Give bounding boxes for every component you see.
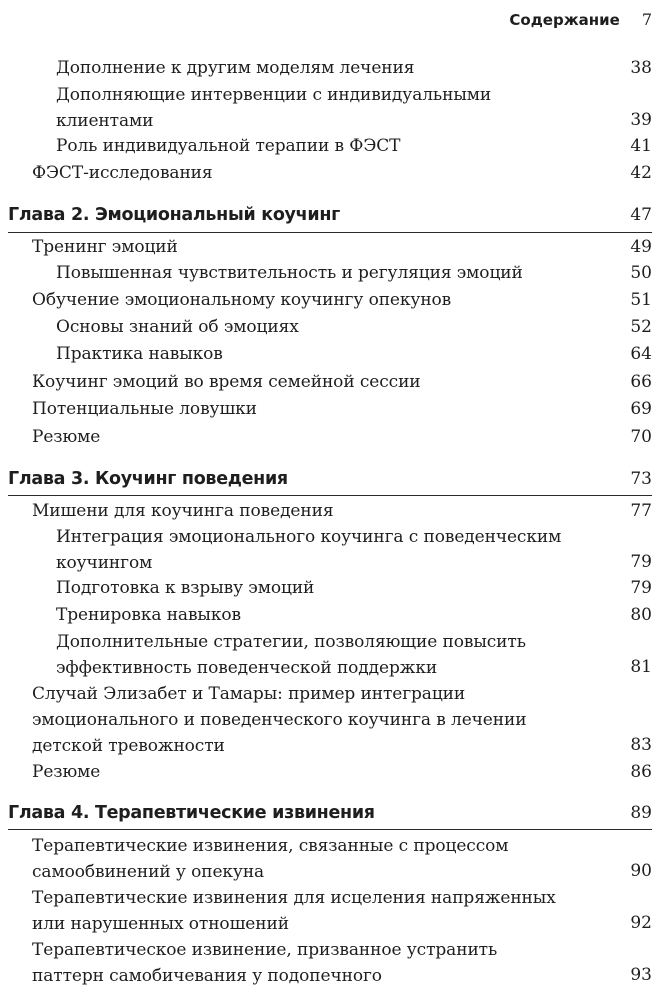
page-ref: 64: [630, 344, 652, 364]
chapter-divider: [8, 495, 652, 496]
page-ref: 81: [630, 657, 652, 677]
section-title: Практика навыков: [56, 344, 223, 364]
chapter-divider: [8, 829, 652, 830]
page-ref: 51: [630, 290, 652, 310]
chapter-title: Глава 2. Эмоциональный коучинг: [8, 205, 340, 225]
section-title: Дополнение к другим моделям лечения: [56, 58, 415, 78]
page-ref: 47: [630, 205, 652, 225]
section-title: Резюме: [32, 427, 101, 447]
section-title: Тренинг эмоций: [32, 237, 178, 257]
page-ref: 69: [630, 399, 652, 419]
page-ref: 83: [630, 735, 652, 755]
page-ref: 70: [630, 427, 652, 447]
section-title: Коучинг эмоций во время семейной сессии: [32, 372, 421, 392]
chapter-title: Глава 4. Терапевтические извинения: [8, 803, 375, 823]
section-title: Дополнительные стратегии, позволяющие повысить эффективность поведенческой поддержки: [56, 632, 526, 678]
section-title: Терапевтическое извинение, призванное устранить паттерн самобичевания у подопечного: [32, 940, 498, 986]
running-header: [509, 10, 652, 29]
section-title: Тренировка навыков: [56, 605, 241, 625]
page-ref: 90: [630, 861, 652, 881]
section-title: ФЭСТ-исследования: [32, 163, 213, 183]
page-ref: 77: [630, 501, 652, 521]
page-ref: 86: [630, 762, 652, 782]
page-ref: 38: [630, 58, 652, 78]
page-ref: 41: [630, 136, 652, 156]
page-ref: 93: [630, 965, 652, 985]
page-ref: 52: [630, 317, 652, 337]
page-ref: 80: [630, 605, 652, 625]
section-title: Основы знаний об эмоциях: [56, 317, 299, 337]
section-title: Дополняющие интервенции с индивидуальными клиентами: [56, 85, 492, 131]
chapter-title: Глава 3. Коучинг поведения: [8, 469, 288, 489]
page-ref: 49: [630, 237, 652, 257]
page-ref: 79: [630, 552, 652, 572]
section-title: Резюме: [32, 762, 101, 782]
page-ref: 39: [630, 110, 652, 130]
section-title: Повышенная чувствительность и регуляция эмоций: [56, 263, 523, 283]
page-ref: 66: [630, 372, 652, 392]
page-ref: 89: [630, 803, 652, 823]
page-ref: 42: [630, 163, 652, 183]
page-ref: 92: [630, 913, 652, 933]
section-title: Терапевтические извинения для исцеления напряженных или нарушенных отношений: [32, 888, 556, 934]
section-title: Потенциальные ловушки: [32, 399, 257, 419]
section-title: Подготовка к взрыву эмоций: [56, 578, 315, 598]
chapter-divider: [8, 232, 652, 233]
section-title: Мишени для коучинга поведения: [32, 501, 334, 521]
section-title: Интеграция эмоционального коучинга с поведенческим коучингом: [56, 527, 562, 573]
section-title: Обучение эмоциональному коучингу опекунов: [32, 290, 452, 310]
section-title: Роль индивидуальной терапии в ФЭСТ: [56, 136, 401, 156]
page-ref: 50: [630, 263, 652, 283]
section-title: Случай Элизабет и Тамары: пример интеграции эмоционального и поведенческого коучинга в лечении детской тревожности: [32, 684, 527, 756]
section-title: Терапевтические извинения, связанные с процессом самообвинений у опекуна: [32, 836, 509, 882]
page-ref: 73: [630, 469, 652, 489]
running-header-title: Содержание: [509, 11, 620, 29]
page-number: 7: [641, 10, 652, 29]
page-ref: 79: [630, 578, 652, 598]
